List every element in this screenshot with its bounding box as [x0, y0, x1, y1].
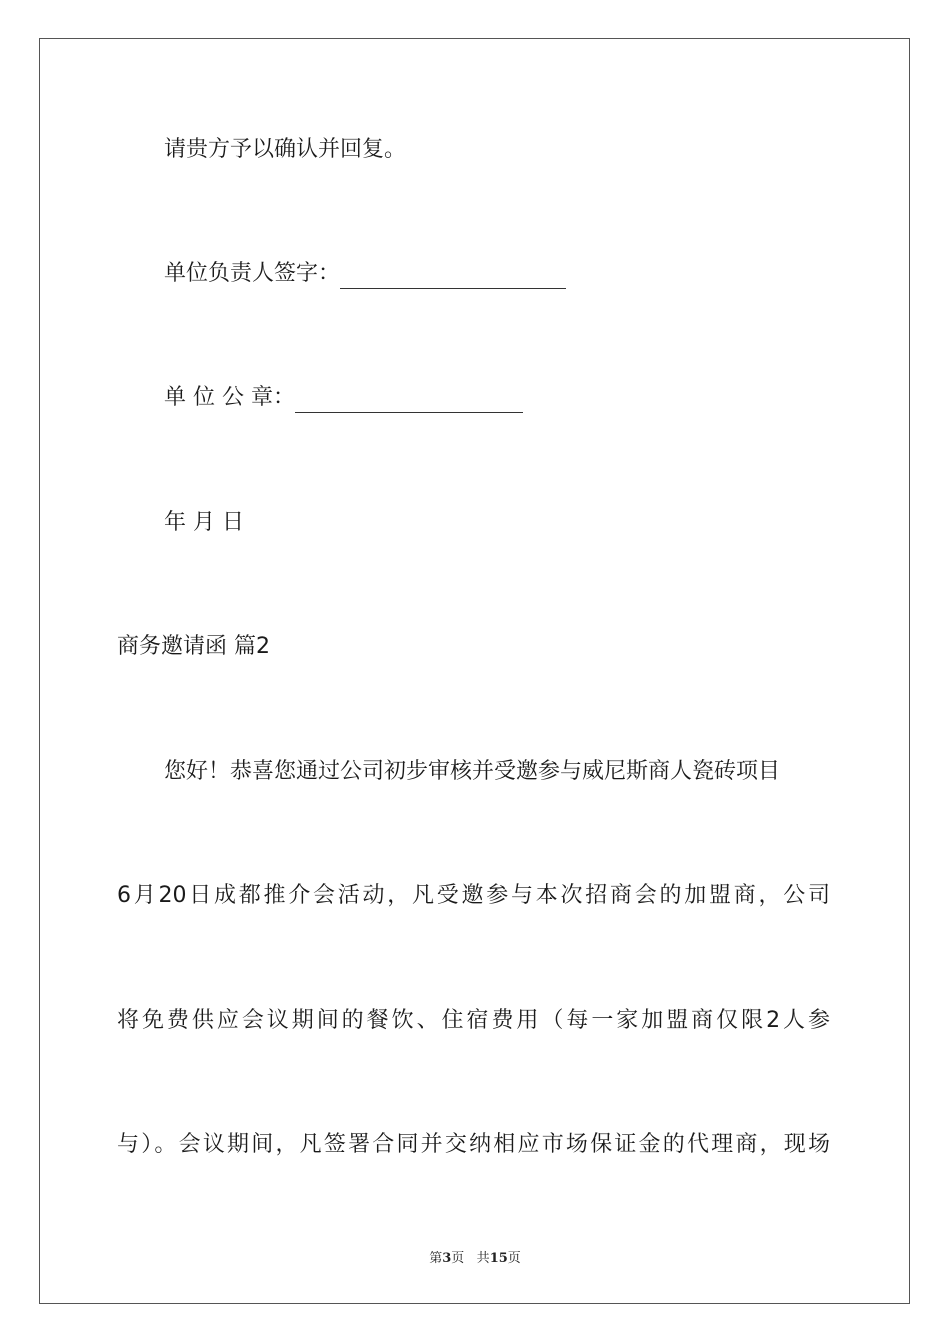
seal-row [164, 383, 523, 413]
footer-total-suffix: 页 [507, 1251, 521, 1266]
paragraph-line-3: 将免费供应会议期间的餐饮、住宿费用（每一家加盟商仅限2人参 [117, 1008, 830, 1033]
signature-label: 单位负责人签字： [164, 261, 341, 286]
seal-blank-line [295, 386, 523, 413]
signature-row [164, 259, 566, 289]
paragraph-line-1: 您好！恭喜您通过公司初步审核并受邀参与威尼斯商人瓷砖项目 [164, 759, 781, 784]
paragraph-line-4: 与）。会议期间，凡签署合同并交纳相应市场保证金的代理商，现场 [117, 1132, 830, 1157]
section-heading: 商务邀请函 篇2 [117, 634, 270, 659]
footer-total-prefix: 共 [476, 1251, 490, 1266]
confirm-line: 请贵方予以确认并回复。 [164, 137, 407, 162]
footer-total-pages: 15 [489, 1251, 508, 1266]
signature-blank-line [340, 262, 566, 289]
footer-prefix: 第 [429, 1251, 443, 1266]
footer-current-page: 3 [442, 1251, 452, 1266]
footer-page-suffix: 页 [451, 1251, 465, 1266]
page-border [39, 38, 910, 1304]
date-line: 年 月 日 [164, 510, 244, 535]
page-footer [0, 1247, 950, 1266]
paragraph-line-2: 6月20日成都推介会活动，凡受邀参与本次招商会的加盟商，公司 [117, 883, 830, 908]
seal-label: 单 位 公 章： [164, 385, 295, 410]
